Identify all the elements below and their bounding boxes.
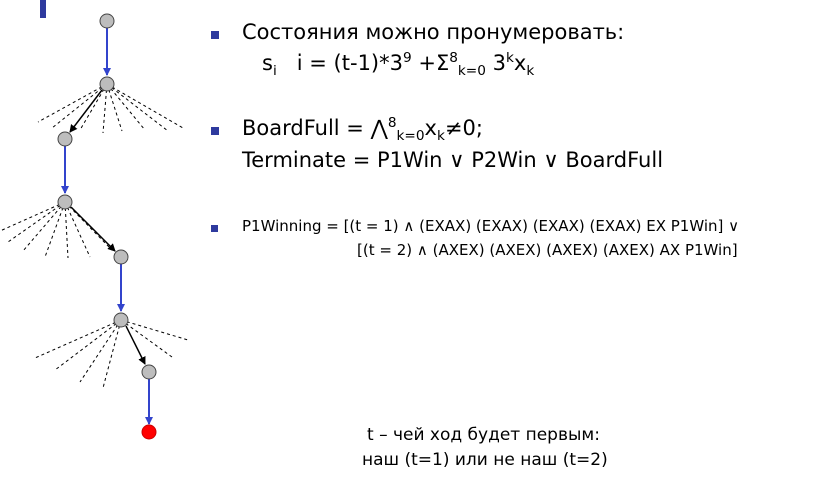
p1winning-formula-line1: P1Winning = [(t = 1) ∧ (EXAX) (EXAX) (EXAX) (EXAX) EX P1Win] ∨: [242, 217, 740, 235]
note-line2: наш (t=1) или не наш (t=2): [362, 450, 608, 470]
tree-node: [58, 132, 72, 146]
tree-node: [100, 14, 114, 28]
goal-node: [142, 425, 156, 439]
tree-node: [142, 365, 156, 379]
tree-node: [114, 250, 128, 264]
tree-node: [58, 195, 72, 209]
note-line1: t – чей ход будет первым:: [367, 425, 600, 445]
bullet-marker: [211, 31, 219, 39]
side-path-edges: [70, 90, 145, 364]
dashed-branches: [0, 84, 188, 388]
state-number-formula: $s_i$ $i = (t-1)*3^9 +\Sigma^8_{k=0}$ $3^kx_k$: [262, 50, 535, 80]
bullet-marker: [211, 225, 218, 232]
tree-node: [114, 313, 128, 327]
game-tree-diagram: [0, 0, 200, 495]
terminate-formula: Terminate = P1Win ∨ P2Win ∨ BoardFull: [242, 148, 664, 172]
slide-corner-mark: [40, 0, 46, 18]
states-heading: Состояния можно пронумеровать:: [242, 20, 625, 44]
bullet-marker: [211, 127, 219, 135]
boardfull-formula: BoardFull = $⋀^8_{k=0}x_k\ne 0$;: [242, 115, 483, 145]
p1winning-formula-line2: [(t = 2) ∧ (AXEX) (AXEX) (AXEX) (AXEX) AX P1Win]: [357, 241, 738, 259]
tree-node: [100, 77, 114, 91]
